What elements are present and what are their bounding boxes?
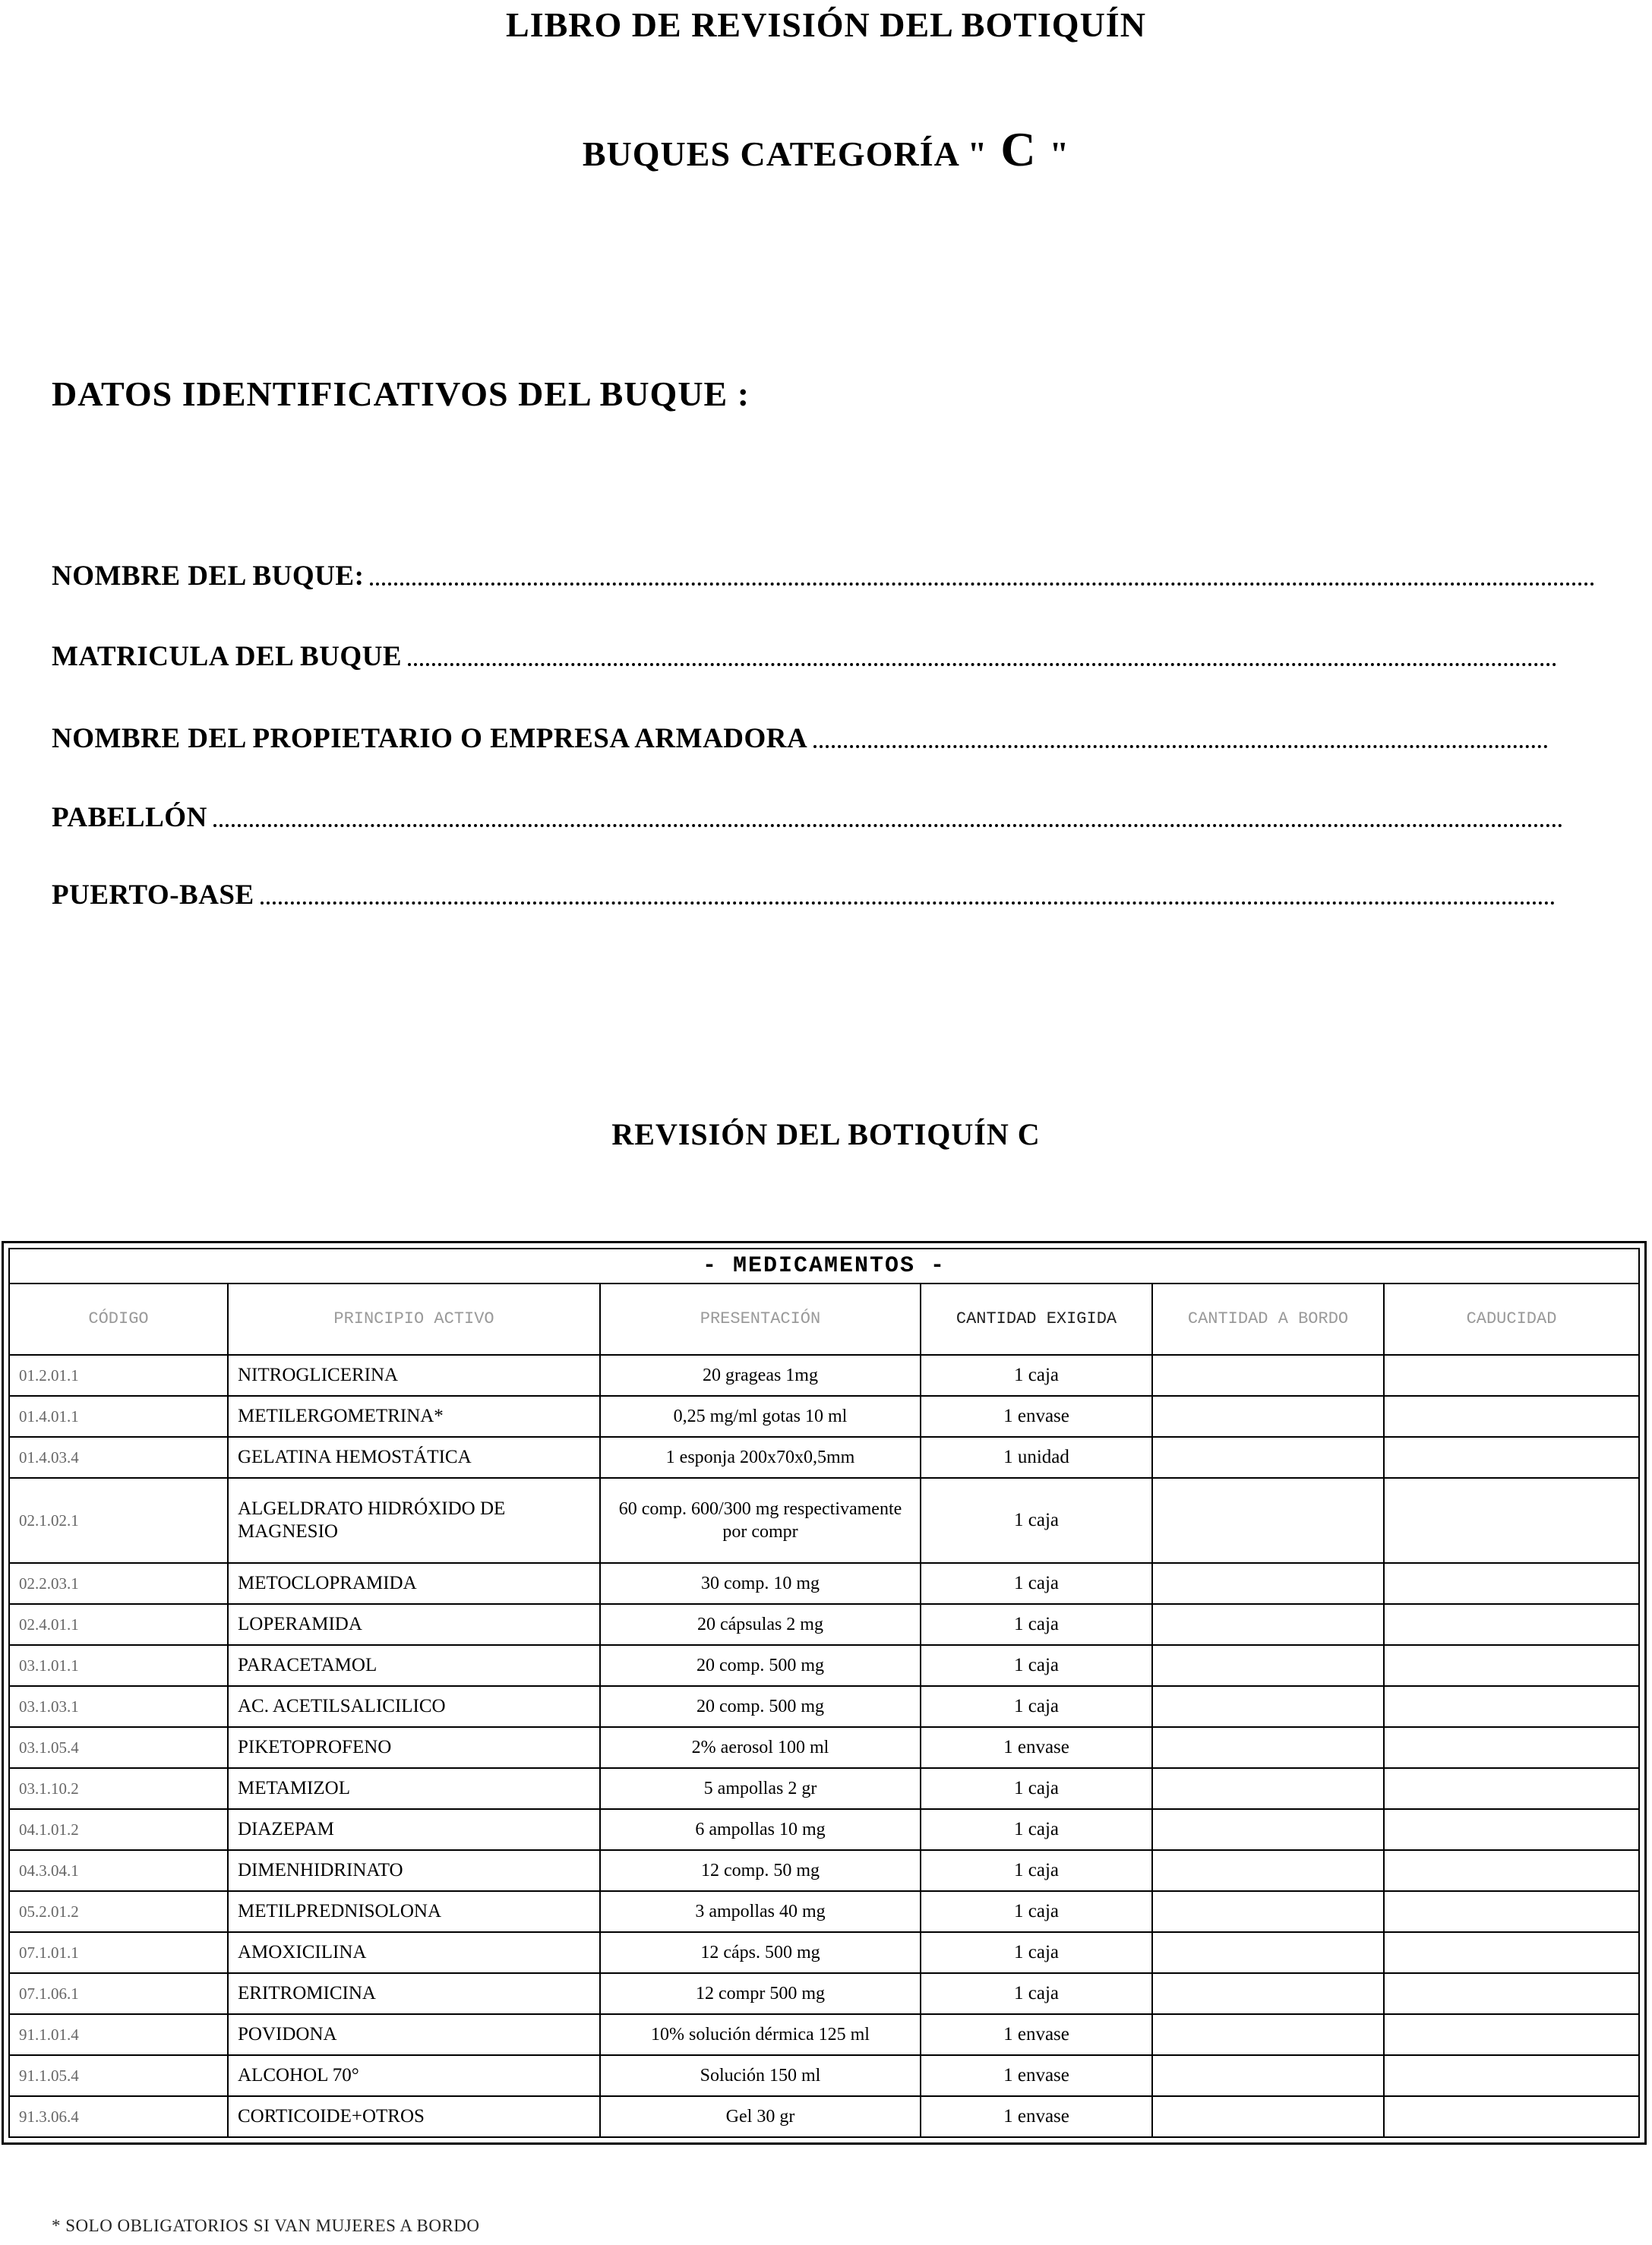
book-title: LIBRO DE REVISIÓN DEL BOTIQUÍN — [506, 5, 1146, 44]
expiry-cell[interactable] — [1384, 2055, 1639, 2096]
category-title-prefix: BUQUES CATEGORÍA " — [582, 134, 988, 173]
required-quantity-cell: 1 envase — [921, 2014, 1152, 2055]
expiry-cell[interactable] — [1384, 1563, 1639, 1604]
field-label: PABELLÓN — [52, 802, 207, 833]
required-quantity-cell: 1 caja — [921, 1563, 1152, 1604]
required-quantity-cell: 1 caja — [921, 1973, 1152, 2014]
code-cell: 01.2.01.1 — [9, 1355, 228, 1396]
presentation-cell: 20 comp. 500 mg — [600, 1645, 921, 1686]
expiry-cell[interactable] — [1384, 1850, 1639, 1891]
active-principle-cell: METOCLOPRAMIDA — [228, 1563, 600, 1604]
medications-rows — [9, 1355, 1639, 2137]
field-label: MATRICULA DEL BUQUE — [52, 641, 403, 672]
presentation-cell: 0,25 mg/ml gotas 10 ml — [600, 1396, 921, 1437]
required-quantity-cell: 1 envase — [921, 2096, 1152, 2137]
active-principle-cell: LOPERAMIDA — [228, 1604, 600, 1645]
field-label: NOMBRE DEL PROPIETARIO O EMPRESA ARMADORA — [52, 723, 808, 754]
header-required-quantity: CANTIDAD EXIGIDA — [921, 1284, 1152, 1355]
required-quantity-cell: 1 caja — [921, 1478, 1152, 1563]
onboard-quantity-cell[interactable] — [1152, 1973, 1384, 2014]
onboard-quantity-cell[interactable] — [1152, 1437, 1384, 1478]
category-title-suffix: " — [1049, 134, 1070, 173]
expiry-cell[interactable] — [1384, 1727, 1639, 1768]
onboard-quantity-cell[interactable] — [1152, 1604, 1384, 1645]
code-cell: 03.1.03.1 — [9, 1686, 228, 1727]
table-row — [9, 1768, 1639, 1809]
table-row — [9, 1604, 1639, 1645]
active-principle-cell: ALCOHOL 70° — [228, 2055, 600, 2096]
field-label: PUERTO-BASE — [52, 879, 254, 911]
code-cell: 03.1.10.2 — [9, 1768, 228, 1809]
header-code: CÓDIGO — [9, 1284, 228, 1355]
dotted-line — [213, 824, 1563, 827]
active-principle-cell: METILERGOMETRINA* — [228, 1396, 600, 1437]
presentation-cell: 60 comp. 600/300 mg respectivamente por compr — [600, 1478, 921, 1563]
expiry-cell[interactable] — [1384, 2096, 1639, 2137]
revision-title: REVISIÓN DEL BOTIQUÍN C — [611, 1117, 1041, 1151]
active-principle-cell: DIAZEPAM — [228, 1809, 600, 1850]
required-quantity-cell: 1 caja — [921, 1355, 1152, 1396]
onboard-quantity-cell[interactable] — [1152, 1932, 1384, 1973]
presentation-cell: 20 cápsulas 2 mg — [600, 1604, 921, 1645]
presentation-cell: 10% solución dérmica 125 ml — [600, 2014, 921, 2055]
presentation-cell: 1 esponja 200x70x0,5mm — [600, 1437, 921, 1478]
field-owner — [52, 717, 1548, 755]
presentation-cell: 20 grageas 1mg — [600, 1355, 921, 1396]
presentation-cell: 12 cáps. 500 mg — [600, 1932, 921, 1973]
required-quantity-cell: 1 envase — [921, 1396, 1152, 1437]
table-row — [9, 1973, 1639, 2014]
footnote: * SOLO OBLIGATORIOS SI VAN MUJERES A BORDO — [52, 2216, 480, 2235]
active-principle-cell: METAMIZOL — [228, 1768, 600, 1809]
onboard-quantity-cell[interactable] — [1152, 1727, 1384, 1768]
code-cell: 01.4.01.1 — [9, 1396, 228, 1437]
expiry-cell[interactable] — [1384, 2014, 1639, 2055]
category-title — [0, 122, 1652, 178]
dotted-line — [370, 583, 1595, 586]
expiry-cell[interactable] — [1384, 1478, 1639, 1563]
code-cell: 04.1.01.2 — [9, 1809, 228, 1850]
identification-heading: DATOS IDENTIFICATIVOS DEL BUQUE : — [52, 374, 750, 413]
header-expiry: CADUCIDAD — [1384, 1284, 1639, 1355]
code-cell: 02.2.03.1 — [9, 1563, 228, 1604]
code-cell: 03.1.01.1 — [9, 1645, 228, 1686]
expiry-cell[interactable] — [1384, 1973, 1639, 2014]
required-quantity-cell: 1 caja — [921, 1768, 1152, 1809]
onboard-quantity-cell[interactable] — [1152, 1768, 1384, 1809]
table-row — [9, 1478, 1639, 1563]
field-label: NOMBRE DEL BUQUE: — [52, 560, 365, 592]
required-quantity-cell: 1 caja — [921, 1932, 1152, 1973]
presentation-cell: 30 comp. 10 mg — [600, 1563, 921, 1604]
active-principle-cell: METILPREDNISOLONA — [228, 1891, 600, 1932]
expiry-cell[interactable] — [1384, 1604, 1639, 1645]
expiry-cell[interactable] — [1384, 1437, 1639, 1478]
code-cell: 07.1.01.1 — [9, 1932, 228, 1973]
presentation-cell: 6 ampollas 10 mg — [600, 1809, 921, 1850]
table-row — [9, 1396, 1639, 1437]
table-row — [9, 1727, 1639, 1768]
table-row — [9, 1645, 1639, 1686]
code-cell: 05.2.01.2 — [9, 1891, 228, 1932]
dotted-line — [813, 745, 1548, 748]
onboard-quantity-cell[interactable] — [1152, 2014, 1384, 2055]
code-cell: 02.4.01.1 — [9, 1604, 228, 1645]
presentation-cell: 5 ampollas 2 gr — [600, 1768, 921, 1809]
header-presentation: PRESENTACIÓN — [600, 1284, 921, 1355]
table-band-title: - MEDICAMENTOS - — [9, 1249, 1639, 1284]
onboard-quantity-cell[interactable] — [1152, 1396, 1384, 1437]
code-cell: 01.4.03.4 — [9, 1437, 228, 1478]
category-letter: C — [987, 122, 1050, 176]
presentation-cell: 3 ampollas 40 mg — [600, 1891, 921, 1932]
table-row — [9, 1563, 1639, 1604]
presentation-cell: 12 compr 500 mg — [600, 1973, 921, 2014]
table-row — [9, 1850, 1639, 1891]
presentation-cell: 2% aerosol 100 ml — [600, 1727, 921, 1768]
required-quantity-cell: 1 caja — [921, 1809, 1152, 1850]
expiry-cell[interactable] — [1384, 1891, 1639, 1932]
code-cell: 02.1.02.1 — [9, 1478, 228, 1563]
active-principle-cell: DIMENHIDRINATO — [228, 1850, 600, 1891]
onboard-quantity-cell[interactable] — [1152, 1355, 1384, 1396]
header-active-principle: PRINCIPIO ACTIVO — [228, 1284, 600, 1355]
active-principle-cell: PIKETOPROFENO — [228, 1727, 600, 1768]
onboard-quantity-cell[interactable] — [1152, 1645, 1384, 1686]
code-cell: 07.1.06.1 — [9, 1973, 228, 2014]
field-flag — [52, 796, 1563, 834]
expiry-cell[interactable] — [1384, 1645, 1639, 1686]
required-quantity-cell: 1 caja — [921, 1604, 1152, 1645]
table-row — [9, 1809, 1639, 1850]
table-row — [9, 1891, 1639, 1932]
dotted-line — [408, 663, 1557, 666]
medications-table-frame — [2, 1241, 1647, 2145]
expiry-cell[interactable] — [1384, 1355, 1639, 1396]
required-quantity-cell: 1 caja — [921, 1645, 1152, 1686]
active-principle-cell: PARACETAMOL — [228, 1645, 600, 1686]
active-principle-cell: CORTICOIDE+OTROS — [228, 2096, 600, 2137]
onboard-quantity-cell[interactable] — [1152, 2055, 1384, 2096]
active-principle-cell: AC. ACETILSALICILICO — [228, 1686, 600, 1727]
required-quantity-cell: 1 caja — [921, 1850, 1152, 1891]
presentation-cell: 12 comp. 50 mg — [600, 1850, 921, 1891]
required-quantity-cell: 1 envase — [921, 2055, 1152, 2096]
medications-table — [8, 1248, 1640, 2138]
onboard-quantity-cell[interactable] — [1152, 1478, 1384, 1563]
dotted-line — [261, 901, 1556, 905]
active-principle-cell: ALGELDRATO HIDRÓXIDO DE MAGNESIO — [228, 1478, 600, 1563]
active-principle-cell: GELATINA HEMOSTÁTICA — [228, 1437, 600, 1478]
required-quantity-cell: 1 envase — [921, 1727, 1152, 1768]
active-principle-cell: NITROGLICERINA — [228, 1355, 600, 1396]
required-quantity-cell: 1 caja — [921, 1891, 1152, 1932]
active-principle-cell: AMOXICILINA — [228, 1932, 600, 1973]
required-quantity-cell: 1 caja — [921, 1686, 1152, 1727]
table-row — [9, 2055, 1639, 2096]
expiry-cell[interactable] — [1384, 1768, 1639, 1809]
onboard-quantity-cell[interactable] — [1152, 1891, 1384, 1932]
expiry-cell[interactable] — [1384, 1932, 1639, 1973]
code-cell: 91.3.06.4 — [9, 2096, 228, 2137]
table-row — [9, 1437, 1639, 1478]
header-onboard-quantity: CANTIDAD A BORDO — [1152, 1284, 1384, 1355]
field-home-port — [52, 873, 1556, 911]
expiry-cell[interactable] — [1384, 1686, 1639, 1727]
code-cell: 03.1.05.4 — [9, 1727, 228, 1768]
table-row — [9, 1686, 1639, 1727]
presentation-cell: 20 comp. 500 mg — [600, 1686, 921, 1727]
code-cell: 91.1.01.4 — [9, 2014, 228, 2055]
field-ship-registration — [52, 635, 1557, 673]
onboard-quantity-cell[interactable] — [1152, 1809, 1384, 1850]
active-principle-cell: ERITROMICINA — [228, 1973, 600, 2014]
table-row — [9, 1932, 1639, 1973]
active-principle-cell: POVIDONA — [228, 2014, 600, 2055]
required-quantity-cell: 1 unidad — [921, 1437, 1152, 1478]
onboard-quantity-cell[interactable] — [1152, 2096, 1384, 2137]
table-row — [9, 2096, 1639, 2137]
code-cell: 04.3.04.1 — [9, 1850, 228, 1891]
expiry-cell[interactable] — [1384, 1396, 1639, 1437]
table-row — [9, 1355, 1639, 1396]
expiry-cell[interactable] — [1384, 1809, 1639, 1850]
code-cell: 91.1.05.4 — [9, 2055, 228, 2096]
onboard-quantity-cell[interactable] — [1152, 1850, 1384, 1891]
field-ship-name — [52, 554, 1595, 592]
table-row — [9, 2014, 1639, 2055]
presentation-cell: Solución 150 ml — [600, 2055, 921, 2096]
presentation-cell: Gel 30 gr — [600, 2096, 921, 2137]
onboard-quantity-cell[interactable] — [1152, 1686, 1384, 1727]
onboard-quantity-cell[interactable] — [1152, 1563, 1384, 1604]
